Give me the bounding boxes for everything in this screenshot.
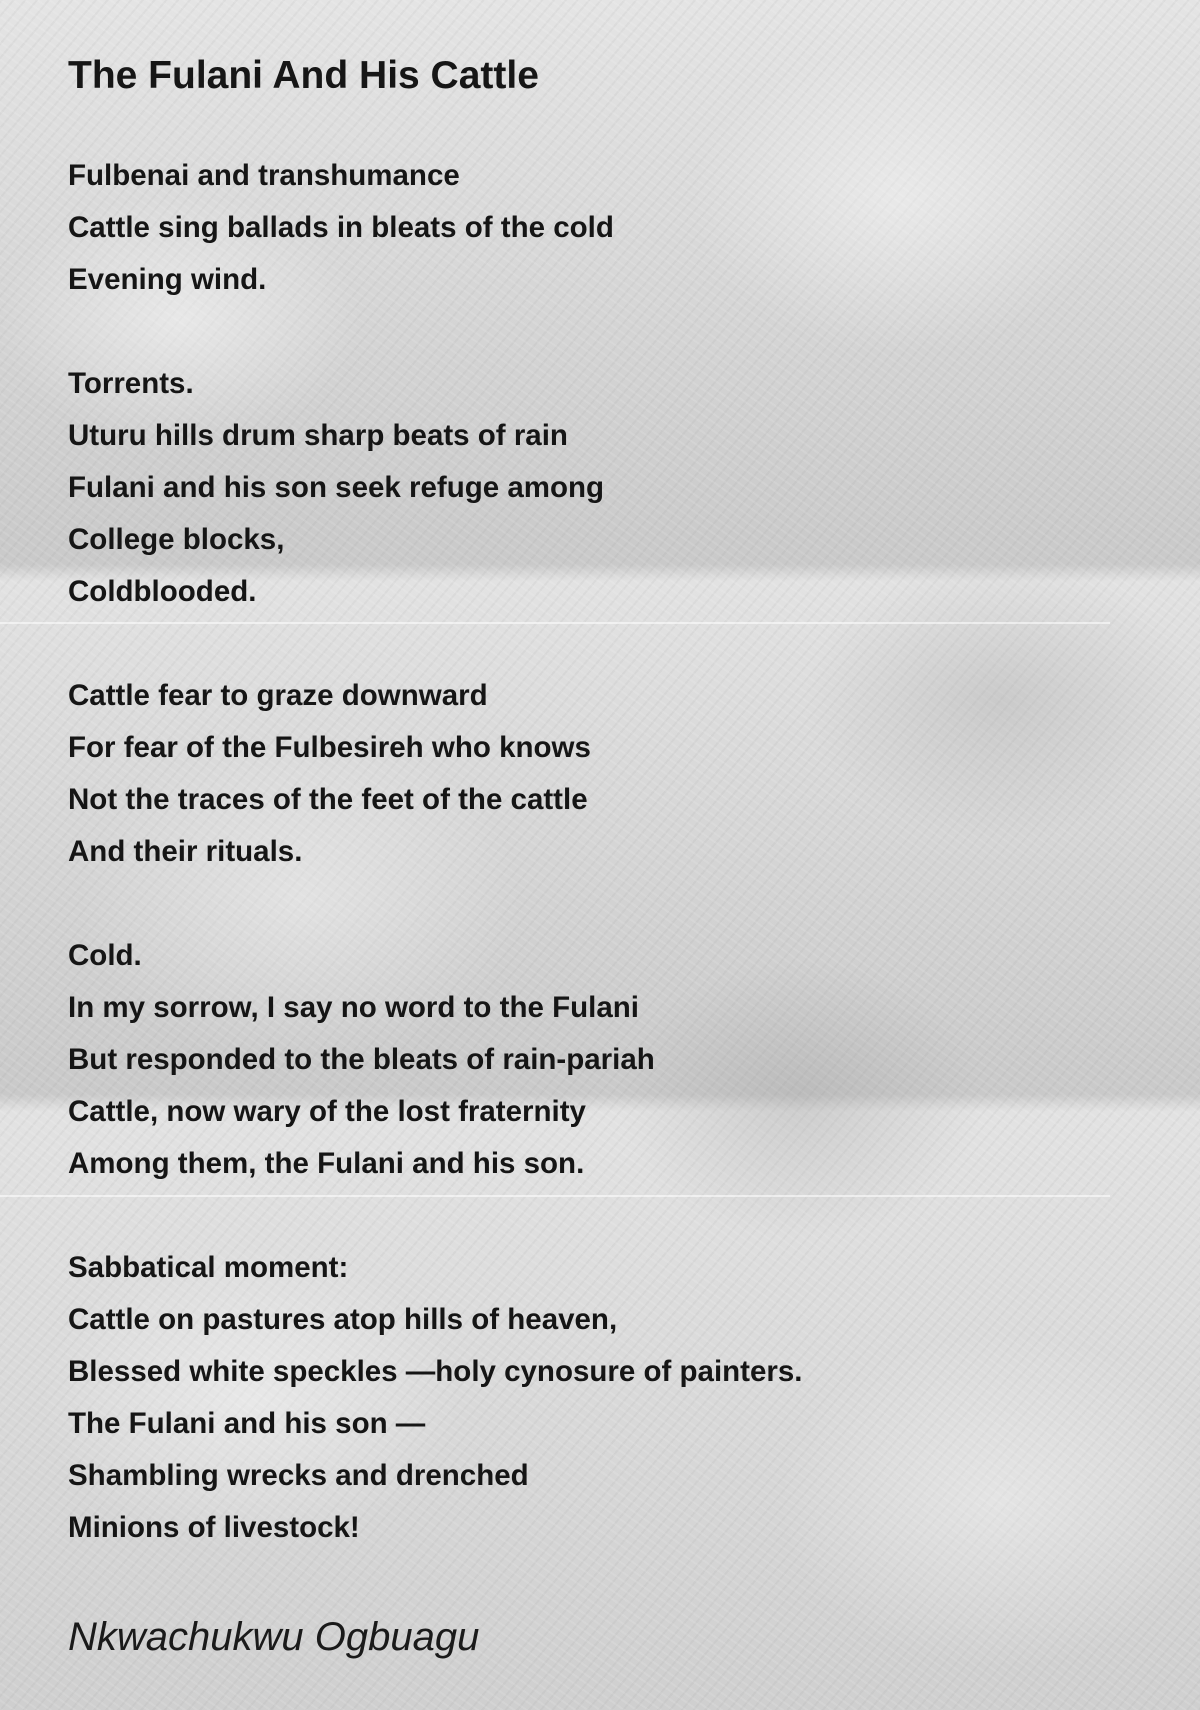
poem-line: The Fulani and his son — [68, 1407, 426, 1440]
poem-line: Minions of livestock! [68, 1511, 360, 1544]
poem-line: Not the traces of the feet of the cattle [68, 783, 588, 816]
poem-author: Nkwachukwu Ogbuagu [68, 1615, 480, 1659]
poem-line: Torrents. [68, 367, 194, 400]
poem-line: Uturu hills drum sharp beats of rain [68, 419, 568, 452]
poem-line: For fear of the Fulbesireh who knows [68, 731, 591, 764]
poem-container [68, 44, 1128, 1606]
poem-title: The Fulani And His Cattle [68, 54, 539, 97]
poem-line: And their rituals. [68, 835, 303, 868]
poem-line: Cold. [68, 939, 142, 972]
stanza-2 [68, 358, 1128, 618]
stanza-4 [68, 930, 1128, 1190]
stanza-5 [68, 1242, 1128, 1554]
poem-line: In my sorrow, I say no word to the Fulani [68, 991, 639, 1024]
poem-line: Blessed white speckles —holy cynosure of painters. [68, 1355, 803, 1388]
poem-line: Evening wind. [68, 263, 267, 296]
poem-line: Cattle on pastures atop hills of heaven, [68, 1303, 618, 1336]
poem-line: Sabbatical moment: [68, 1251, 349, 1284]
poem-line: Among them, the Fulani and his son. [68, 1147, 585, 1180]
poem-line: Coldblooded. [68, 575, 257, 608]
stanza-1 [68, 150, 1128, 306]
poem-line: Cattle sing ballads in bleats of the cold [68, 211, 614, 244]
poem-line: College blocks, [68, 523, 285, 556]
poem-line: Fulbenai and transhumance [68, 159, 460, 192]
poem-line: But responded to the bleats of rain-pariah [68, 1043, 655, 1076]
stanza-3 [68, 670, 1128, 878]
poem-line: Fulani and his son seek refuge among [68, 471, 605, 504]
poem-line: Shambling wrecks and drenched [68, 1459, 529, 1492]
poem-line: Cattle, now wary of the lost fraternity [68, 1095, 586, 1128]
poem-line: Cattle fear to graze downward [68, 679, 488, 712]
